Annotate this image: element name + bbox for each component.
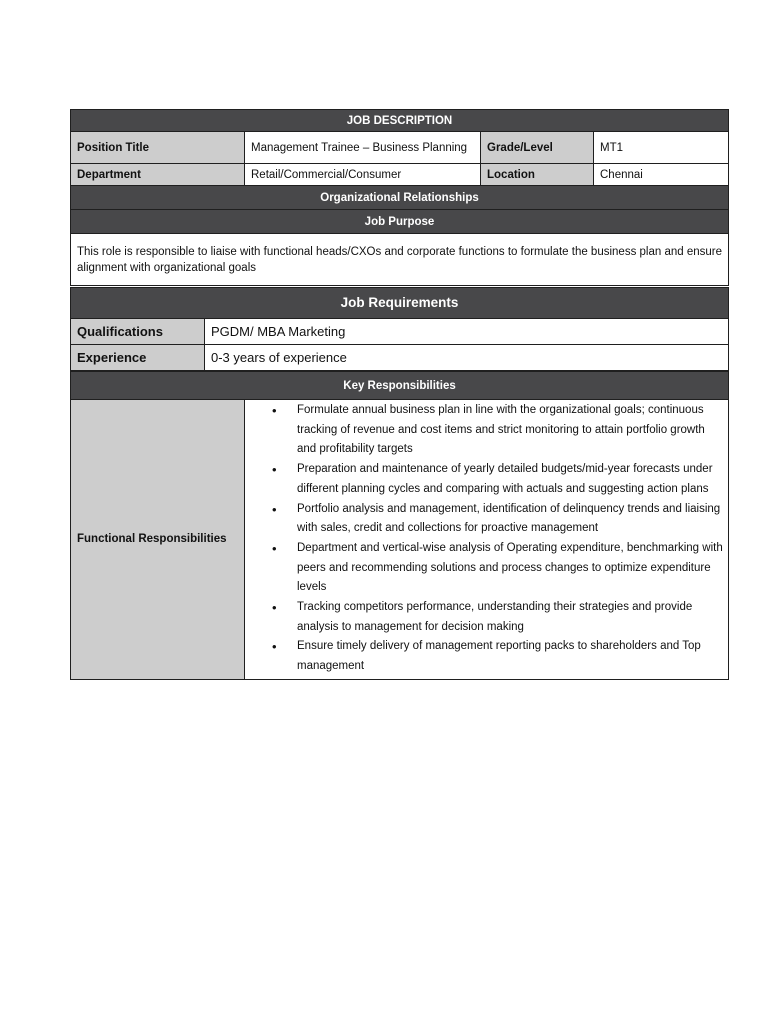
experience-label: Experience — [71, 345, 205, 371]
functional-responsibilities-label: Functional Responsibilities — [71, 400, 245, 680]
key-responsibilities-heading: Key Responsibilities — [71, 372, 729, 400]
position-title-value: Management Trainee – Business Planning — [245, 132, 481, 164]
department-label: Department — [71, 164, 245, 186]
job-requirements-table — [70, 287, 729, 371]
responsibilities-list — [245, 401, 728, 677]
location-value: Chennai — [594, 164, 729, 186]
responsibilities-list-cell — [245, 400, 729, 680]
department-value: Retail/Commercial/Consumer — [245, 164, 481, 186]
qualifications-label: Qualifications — [71, 319, 205, 345]
location-label: Location — [481, 164, 594, 186]
document-title: JOB DESCRIPTION — [71, 110, 729, 132]
responsibility-item: • Preparation and maintenance of yearly detailed budgets/mid-year forecasts under different planning cycles and comparing with actuals and suggesting action plans — [297, 460, 728, 499]
job-purpose-heading: Job Purpose — [71, 210, 729, 234]
position-title-label: Position Title — [71, 132, 245, 164]
grade-value: MT1 — [594, 132, 729, 164]
grade-label: Grade/Level — [481, 132, 594, 164]
job-description-document — [70, 109, 728, 680]
responsibility-item: • Formulate annual business plan in line with the organizational goals; continuous tracking of revenue and cost items and strict monitoring to attain portfolio growth and profitability targets — [297, 401, 728, 460]
job-requirements-heading: Job Requirements — [71, 288, 729, 319]
job-info-table — [70, 109, 729, 286]
responsibility-item: • Department and vertical-wise analysis of Operating expenditure, benchmarking with peers and recommending solutions and process changes to optimize expenditure levels — [297, 539, 728, 598]
responsibility-item: • Ensure timely delivery of management reporting packs to shareholders and Top management — [297, 637, 728, 676]
key-responsibilities-table — [70, 371, 729, 680]
responsibility-item: • Tracking competitors performance, understanding their strategies and provide analysis to management for decision making — [297, 598, 728, 637]
responsibility-item: • Portfolio analysis and management, identification of delinquency trends and liaising with sales, credit and collections for proactive management — [297, 500, 728, 539]
org-relationships-heading: Organizational Relationships — [71, 186, 729, 210]
experience-value: 0-3 years of experience — [205, 345, 729, 371]
job-purpose-text: This role is responsible to liaise with functional heads/CXOs and corporate functions to formulate the business plan and ensure alignment with organizational goals — [71, 234, 729, 286]
qualifications-value: PGDM/ MBA Marketing — [205, 319, 729, 345]
